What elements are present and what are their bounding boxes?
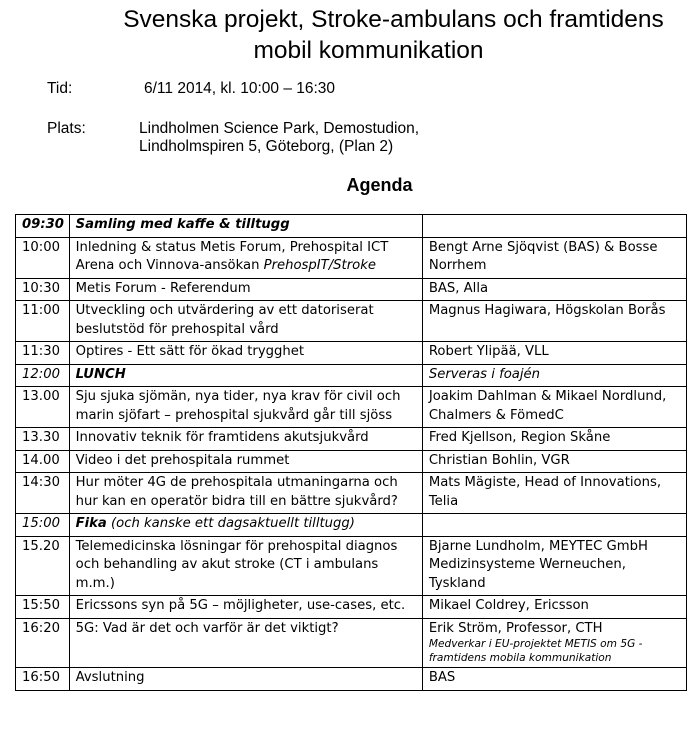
agenda-topic [69, 596, 422, 619]
agenda-speaker [422, 618, 686, 668]
agenda-time: 14:30 [16, 473, 70, 514]
time-value: 6/11 2014, kl. 10:00 – 16:30 [144, 80, 336, 97]
agenda-speaker-text: Mats Mägiste, Head of Innovations, Telia [428, 475, 662, 509]
time-label: Tid: [47, 80, 73, 97]
agenda-speaker-text: Serveras i foajén [428, 366, 541, 382]
agenda-speaker-text: Bjarne Lundholm, MEYTEC GmbH Medizinsysteme Werneuchen, Tyskland [428, 538, 648, 591]
agenda-topic [69, 237, 422, 278]
agenda-row [16, 387, 687, 428]
agenda-time: 16:20 [16, 618, 70, 668]
agenda-topic [69, 450, 422, 473]
agenda-topic-text: Fika [75, 516, 107, 531]
agenda-row [16, 514, 687, 537]
agenda-time: 11:30 [16, 342, 70, 365]
agenda-row [16, 364, 687, 387]
agenda-speaker-text: Fred Kjellson, Region Skåne [428, 430, 611, 445]
agenda-row [16, 536, 687, 596]
title-line-1: Svenska projekt, Stroke-ambulans och framtidens [123, 6, 664, 33]
agenda-time: 10:00 [16, 237, 70, 278]
agenda-topic [69, 387, 422, 428]
agenda-topic [69, 278, 422, 301]
agenda-row [16, 473, 687, 514]
agenda-row [16, 428, 687, 451]
agenda-speaker-text: Robert Ylipää, VLL [428, 344, 549, 359]
agenda-topic-text: Hur möter 4G de prehospitala utmaningarna och hur kan en operatör bidra till en bättre sjukvård? [75, 475, 398, 509]
agenda-topic-text: Metis Forum - Referendum [75, 280, 251, 296]
agenda-topic [69, 514, 422, 537]
agenda-time: 09:30 [16, 215, 70, 238]
agenda-speaker-note: Medverkar i EU-projektet METIS om 5G - framtidens mobila kommunikation [428, 638, 643, 664]
agenda-row [16, 596, 687, 619]
agenda-speaker [422, 342, 686, 365]
agenda-speaker [422, 215, 686, 238]
agenda-time: 12:00 [16, 364, 70, 387]
agenda-topic-text: 5G: Vad är det och varför är det viktigt? [75, 620, 339, 636]
agenda-row [16, 237, 687, 278]
agenda-topic [69, 215, 422, 238]
agenda-row [16, 301, 687, 342]
agenda-speaker-text: Joakim Dahlman & Mikael Nordlund, Chalmers & FömedC [428, 389, 667, 423]
agenda-topic [69, 364, 422, 387]
agenda-speaker-text: Bengt Arne Sjöqvist (BAS) & Bosse Norrhem [428, 239, 658, 273]
agenda-topic-italic: PrehospIT/Stroke [263, 258, 376, 273]
agenda-speaker [422, 596, 686, 619]
agenda-row [16, 618, 687, 668]
place-line-1: Lindholmen Science Park, Demostudion, [139, 120, 420, 137]
agenda-time: 13.00 [16, 387, 70, 428]
agenda-time: 14.00 [16, 450, 70, 473]
agenda-time: 15:00 [16, 514, 70, 537]
agenda-speaker [422, 428, 686, 451]
agenda-topic-text: Ericssons syn på 5G – möjligheter, use-cases, etc. [75, 598, 406, 613]
agenda-topic [69, 618, 422, 668]
agenda-topic-rest: (och kanske ett dagsaktuellt tilltugg) [106, 516, 355, 531]
agenda-speaker-text: BAS, Alla [428, 280, 489, 296]
agenda-speaker [422, 473, 686, 514]
agenda-topic-text: LUNCH [75, 366, 126, 382]
agenda-topic-text: Samling med kaffe & tilltugg [75, 217, 290, 232]
agenda-speaker [422, 387, 686, 428]
agenda-topic [69, 473, 422, 514]
agenda-table [15, 214, 687, 691]
agenda-speaker [422, 278, 686, 301]
agenda-row [16, 450, 687, 473]
agenda-time: 16:50 [16, 668, 70, 691]
agenda-topic-text: Avslutning [75, 670, 145, 685]
agenda-speaker [422, 301, 686, 342]
agenda-topic [69, 342, 422, 365]
agenda-time: 13.30 [16, 428, 70, 451]
agenda-time: 11:00 [16, 301, 70, 342]
agenda-time: 10:30 [16, 278, 70, 301]
agenda-speaker [422, 237, 686, 278]
agenda-topic-text: Sju sjuka sjömän, nya tider, nya krav för civil och marin sjöfart – prehospital sjukvård går till sjöss [75, 389, 401, 423]
agenda-speaker-text: Christian Bohlin, VGR [428, 452, 570, 468]
agenda-topic [69, 428, 422, 451]
agenda-topic-text: Inledning & status Metis Forum, Prehospital ICT Arena och Vinnova-ansökan [75, 239, 389, 273]
agenda-topic [69, 301, 422, 342]
agenda-speaker [422, 668, 686, 691]
agenda-heading: Agenda [346, 175, 413, 195]
agenda-topic-text: Video i det prehospitala rummet [75, 452, 290, 468]
agenda-row [16, 342, 687, 365]
page-title [0, 4, 697, 66]
agenda-speaker-text: BAS [428, 670, 456, 685]
agenda-row [16, 278, 687, 301]
place-label: Plats: [47, 120, 86, 137]
agenda-time: 15.20 [16, 536, 70, 596]
agenda-topic-text: Utveckling och utvärdering av ett datoriserat beslutstöd för prehospital vård [75, 303, 374, 337]
agenda-speaker [422, 450, 686, 473]
agenda-row [16, 215, 687, 238]
agenda-topic-text: Telemedicinska lösningar för prehospital diagnos och behandling av akut stroke (CT i ambulans m.m.) [75, 538, 398, 591]
agenda-topic [69, 536, 422, 596]
agenda-speaker-text: Mikael Coldrey, Ericsson [428, 598, 589, 613]
title-line-2: mobil kommunikation [253, 37, 484, 64]
place-line-2: Lindholmspiren 5, Göteborg, (Plan 2) [139, 138, 394, 155]
agenda-speaker-text: Erik Ström, Professor, CTH [428, 620, 603, 636]
agenda-topic [69, 668, 422, 691]
agenda-speaker [422, 536, 686, 596]
agenda-topic-text: Innovativ teknik för framtidens akutsjukvård [75, 430, 369, 445]
agenda-time: 15:50 [16, 596, 70, 619]
agenda-topic-text: Optires - Ett sätt för ökad trygghet [75, 344, 305, 359]
agenda-row [16, 668, 687, 691]
agenda-speaker [422, 364, 686, 387]
agenda-speaker [422, 514, 686, 537]
agenda-speaker-text: Magnus Hagiwara, Högskolan Borås [428, 303, 666, 318]
